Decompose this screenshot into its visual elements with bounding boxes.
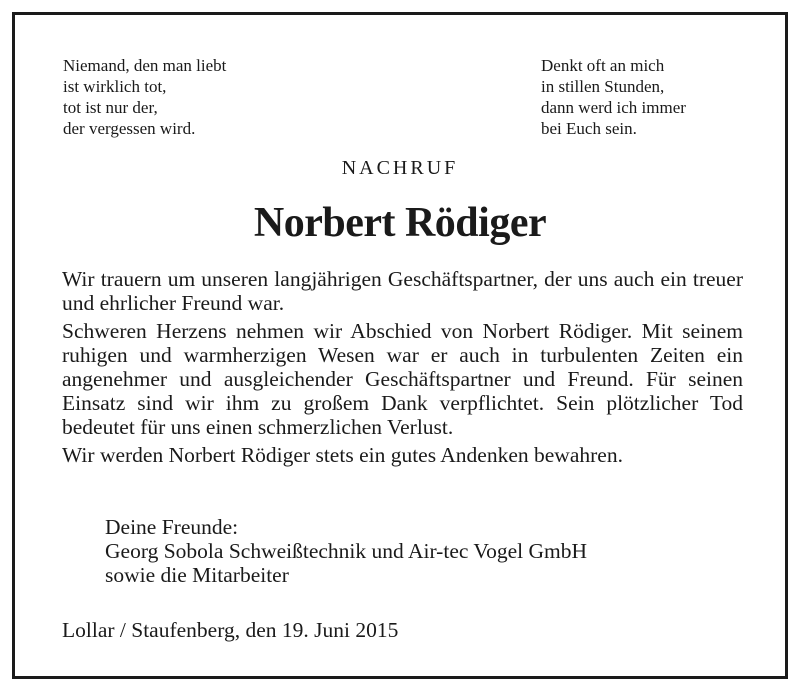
poem-line: ist wirklich tot, (63, 77, 167, 96)
obituary-heading: NACHRUF (341, 157, 459, 179)
signer-line: sowie die Mitarbeiter (105, 563, 289, 587)
place-and-date: Lollar / Staufenberg, den 19. Juni 2015 (62, 618, 399, 642)
obituary-frame (12, 12, 788, 679)
poem-line: dann werd ich immer (541, 98, 686, 117)
obituary-text (62, 267, 743, 471)
poem-left (63, 55, 226, 139)
deceased-name: Norbert Rödiger (253, 200, 547, 246)
poem-line: Denkt oft an mich (541, 56, 665, 75)
poem-right (541, 55, 686, 139)
poem-line: in stillen Stunden, (541, 77, 665, 96)
signers-block (105, 515, 587, 587)
poem-line: Niemand, den man liebt (63, 56, 227, 75)
poem-line: tot ist nur der, (63, 98, 158, 117)
paragraph: Schweren Herzens nehmen wir Abschied von Norbert Rödiger. Mit seinem ruhigen und warmherzigen Wesen war er auch in turbulenten Zeiten ein angenehmer und ausgleichender Geschäftspartner und Freund. Für seinen Einsatz sind wir ihm zu großem Dank verpflichtet. Sein plötzlicher Tod bedeutet für uns einen schmerzlichen Verlust. (62, 319, 743, 439)
paragraph: Wir werden Norbert Rödiger stets ein gutes Andenken bewahren. (62, 443, 623, 467)
poem-line: der vergessen wird. (63, 119, 196, 138)
poem-line: bei Euch sein. (541, 119, 637, 138)
paragraph: Wir trauern um unseren langjährigen Geschäftspartner, der uns auch ein treuer und ehrlicher Freund war. (62, 267, 743, 315)
signer-line: Georg Sobola Schweißtechnik und Air-tec Vogel GmbH (105, 539, 588, 563)
signer-line: Deine Freunde: (105, 515, 239, 539)
